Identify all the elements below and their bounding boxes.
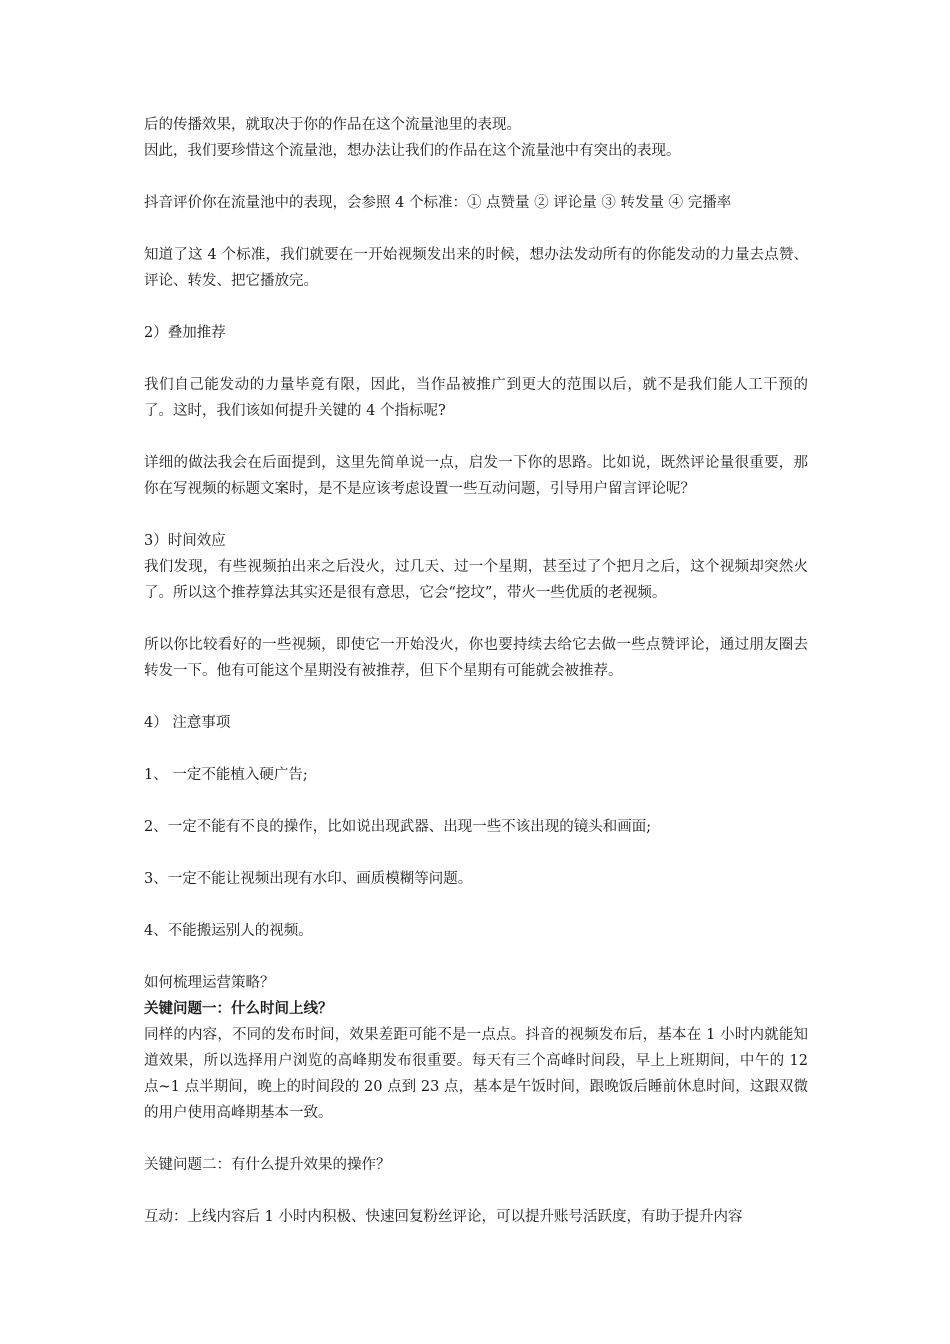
document-page [144,112,808,1230]
section-heading-4: 4） 注意事项 [144,715,231,731]
paragraph-6: 详细的做法我会在后面提到，这里先简单说一点，启发一下你的思路。比如说，既然评论量很重要，那你在写视频的标题文案时，是不是应该考虑设置一些互动问题，引导用户留言评论呢？ [144,455,808,497]
list-item-4: 4、不能搬运别人的视频。 [144,923,313,939]
key-question-1: 关键问题一：什么时间上线？ [144,1000,333,1017]
list-item-3: 3、一定不能让视频出现有水印、画质模糊等问题。 [144,871,473,887]
list-item-1: 1、 一定不能植入硬广告; [144,767,308,783]
paragraph-10: 互动：上线内容后 1 小时内积极、快速回复粉丝评论，可以提升账号活跃度，有助于提升内容 [144,1209,743,1225]
paragraph-2: 因此，我们要珍惜这个流量池，想办法让我们的作品在这个流量池中有突出的表现。 [144,143,681,159]
paragraph-1: 后的传播效果，就取决于你的作品在这个流量池里的表现。 [144,117,521,133]
section-heading-2: 2）叠加推荐 [144,325,226,341]
section-heading-strategy: 如何梳理运营策略？ [144,975,275,991]
paragraph-9: 同样的内容，不同的发布时间，效果差距可能不是一点点。抖音的视频发布后，基本在 1 小时内就能知道效果，所以选择用户浏览的高峰期发布很重要。每天有三个高峰时间段，早上上班期间，中午的 12 点~1 点半期间，晚上的时间段的 20 点到 23 点，基本是午饭时间，跟晚饭后睡前休息时间，这跟双微的用户使用高峰期基本一致。 [144,1027,808,1121]
paragraph-7: 我们发现，有些视频拍出来之后没火，过几天、过一个星期，甚至过了个把月之后，这个视频却突然火了。所以这个推荐算法其实还是很有意思，它会“挖坟”，带火一些优质的老视频。 [144,559,808,601]
key-question-2: 关键问题二：有什么提升效果的操作？ [144,1157,391,1173]
section-heading-3: 3）时间效应 [144,533,226,549]
paragraph-3: 抖音评价你在流量池中的表现，会参照 4 个标准：① 点赞量 ② 评论量 ③ 转发量 ④ 完播率 [144,195,732,211]
paragraph-5: 我们自己能发动的力量毕竟有限，因此，当作品被推广到更大的范围以后，就不是我们能人工干预的了。这时，我们该如何提升关键的 4 个指标呢? [144,377,808,419]
paragraph-4: 知道了这 4 个标准，我们就要在一开始视频发出来的时候，想办法发动所有的你能发动的力量去点赞、评论、转发、把它播放完。 [144,247,808,289]
paragraph-8: 所以你比较看好的一些视频，即使它一开始没火，你也要持续去给它去做一些点赞评论，通过朋友圈去转发一下。他有可能这个星期没有被推荐，但下个星期有可能就会被推荐。 [144,637,808,679]
list-item-2: 2、一定不能有不良的操作，比如说出现武器、出现一些不该出现的镜头和画面; [144,819,652,835]
